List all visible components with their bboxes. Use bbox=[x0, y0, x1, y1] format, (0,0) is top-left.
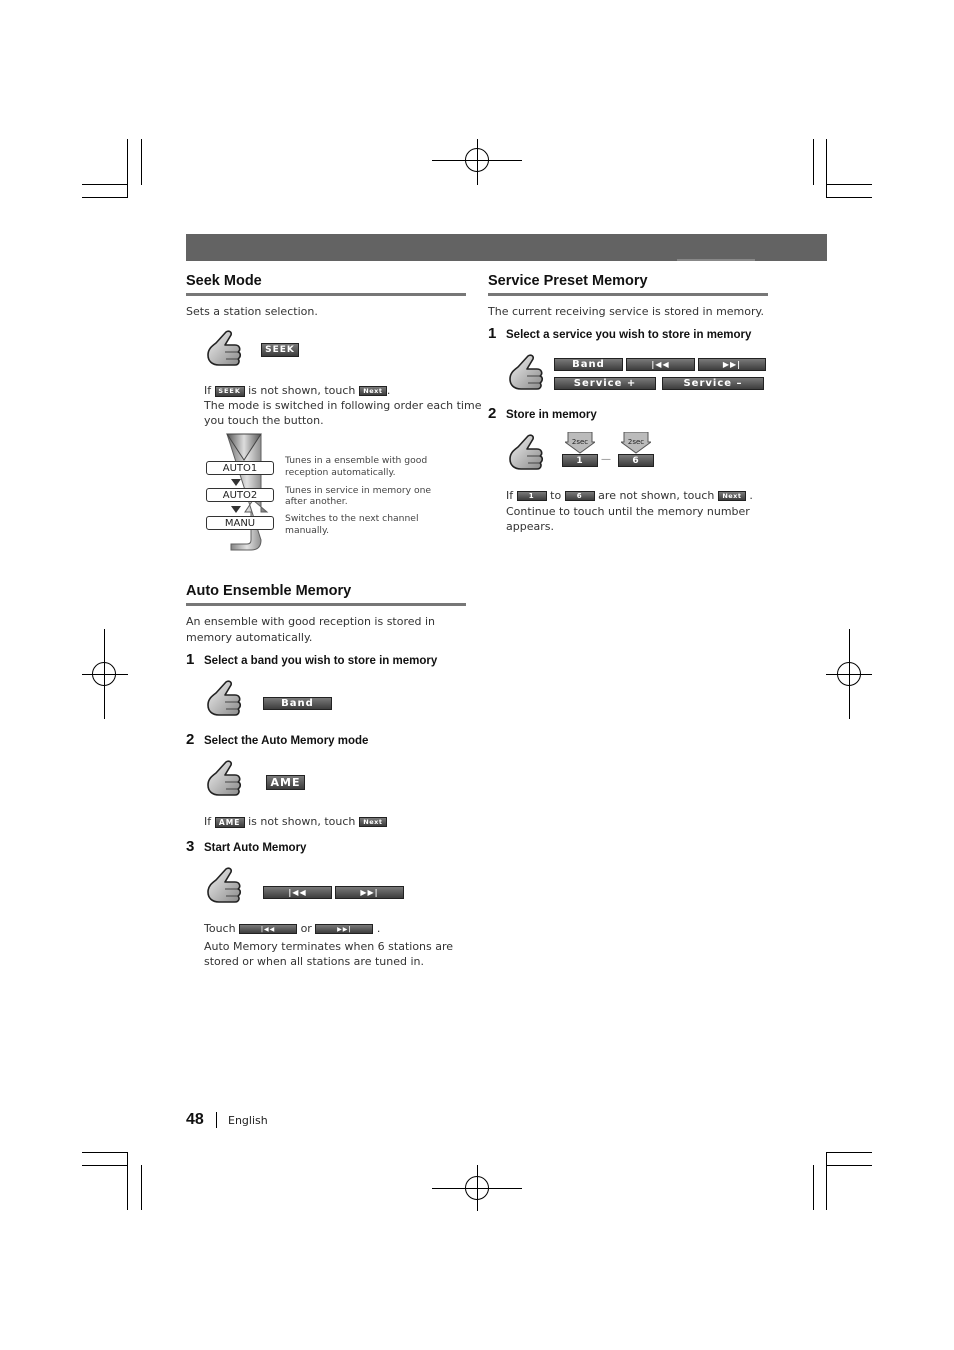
mode-auto1: AUTO1 bbox=[206, 461, 274, 475]
mode-manu: MANU bbox=[206, 516, 274, 530]
step-label: Select the Auto Memory mode bbox=[204, 735, 369, 747]
auto-memory-end-2: stored or when all stations are tuned in. bbox=[204, 955, 424, 968]
mode-auto2-desc-1: Tunes in service in memory one bbox=[285, 485, 432, 496]
footer-language: English bbox=[228, 1114, 268, 1127]
preset-6-inline-button: 6 bbox=[565, 491, 595, 501]
step-number: 3 bbox=[186, 838, 195, 855]
down-arrow-icon bbox=[231, 506, 241, 513]
mode-auto2: AUTO2 bbox=[206, 488, 274, 502]
ame-inline-button: AME bbox=[215, 817, 245, 828]
touch-hand-icon bbox=[506, 432, 546, 472]
next-track-icon: ▶▶| bbox=[360, 888, 379, 897]
seek-mode-description: Sets a station selection. bbox=[186, 305, 318, 318]
hold-label: 2sec bbox=[571, 438, 589, 446]
band-button[interactable]: Band bbox=[263, 697, 332, 710]
prev-track-inline-button: |◀◀ bbox=[239, 924, 297, 934]
touch-hand-icon bbox=[506, 352, 546, 392]
next-track-inline-button: ▶▶| bbox=[315, 924, 373, 934]
hold-label: 2sec bbox=[627, 438, 645, 446]
band-button[interactable]: Band bbox=[554, 358, 623, 371]
page-number: 48 bbox=[186, 1111, 204, 1128]
seek-button[interactable]: SEEK bbox=[261, 343, 299, 357]
auto-memory-end-1: Auto Memory terminates when 6 stations are bbox=[204, 940, 454, 953]
section-header-bar bbox=[186, 234, 827, 261]
preset-note-line1: If 1 to 6 are not shown, touch Next . bbox=[506, 489, 753, 502]
preset-1-button[interactable]: 1 bbox=[562, 454, 598, 467]
service-minus-button[interactable]: Service – bbox=[662, 377, 764, 390]
seek-note-line2: The mode is switched in following order each time bbox=[204, 399, 482, 412]
next-track-icon: ▶▶| bbox=[722, 360, 742, 369]
step-number: 1 bbox=[488, 325, 497, 342]
step-label: Start Auto Memory bbox=[204, 842, 307, 854]
preset-1-inline-button: 1 bbox=[517, 491, 547, 501]
mode-manu-desc-1: Switches to the next channel bbox=[285, 513, 419, 524]
mode-auto1-desc-2: reception automatically. bbox=[285, 467, 396, 478]
preset-note-line3: appears. bbox=[506, 520, 554, 533]
auto-ensemble-title: Auto Ensemble Memory bbox=[186, 583, 352, 599]
next-track-button[interactable] bbox=[335, 886, 404, 899]
service-plus-button[interactable]: Service + bbox=[554, 377, 656, 390]
step-number: 2 bbox=[186, 731, 195, 748]
next-button[interactable]: Next bbox=[359, 817, 387, 827]
ame-button[interactable]: AME bbox=[266, 775, 305, 790]
mode-manu-desc-2: manually. bbox=[285, 525, 330, 536]
prev-track-button[interactable] bbox=[263, 886, 332, 899]
step-label: Select a service you wish to store in memory bbox=[506, 329, 752, 341]
seek-mode-title: Seek Mode bbox=[186, 273, 262, 289]
seek-note-line1: If SEEK is not shown, touch Next . bbox=[204, 384, 391, 397]
ame-note: If AME is not shown, touch Next bbox=[204, 814, 387, 829]
next-button[interactable]: Next bbox=[718, 491, 746, 501]
auto-ensemble-rule bbox=[186, 603, 466, 606]
preset-note-line2: Continue to touch until the memory number bbox=[506, 505, 750, 518]
touch-hand-icon bbox=[204, 328, 244, 368]
step-label: Select a band you wish to store in memory bbox=[204, 655, 438, 667]
service-preset-description: The current receiving service is stored in memory. bbox=[488, 305, 764, 318]
touch-hand-icon bbox=[204, 865, 244, 905]
mode-auto1-desc-1: Tunes in a ensemble with good bbox=[285, 455, 428, 466]
step-number: 2 bbox=[488, 405, 497, 422]
mode-auto2-desc-2: after another. bbox=[285, 496, 348, 507]
seek-inline-button: SEEK bbox=[215, 386, 245, 397]
footer-divider bbox=[216, 1112, 217, 1128]
range-dash: — bbox=[601, 454, 611, 465]
next-button[interactable]: Next bbox=[359, 386, 387, 396]
seek-mode-rule bbox=[186, 293, 466, 296]
down-arrow-icon bbox=[231, 479, 241, 486]
preset-6-button[interactable]: 6 bbox=[618, 454, 654, 467]
step-label: Store in memory bbox=[506, 409, 597, 421]
service-preset-rule bbox=[488, 293, 768, 296]
touch-note: Touch |◀◀ or ▶▶| . bbox=[204, 922, 381, 935]
next-track-button[interactable] bbox=[698, 358, 766, 371]
service-preset-title: Service Preset Memory bbox=[488, 273, 648, 289]
step-number: 1 bbox=[186, 651, 195, 668]
auto-ensemble-desc-1: An ensemble with good reception is stored in bbox=[186, 615, 436, 628]
prev-track-button[interactable] bbox=[626, 358, 695, 371]
prev-track-icon: |◀◀ bbox=[288, 888, 307, 897]
touch-hand-icon bbox=[204, 678, 244, 718]
touch-hand-icon bbox=[204, 758, 244, 798]
auto-ensemble-desc-2: memory automatically. bbox=[186, 631, 313, 644]
seek-note-line3: you touch the button. bbox=[204, 414, 324, 427]
prev-track-icon: |◀◀ bbox=[651, 360, 670, 369]
